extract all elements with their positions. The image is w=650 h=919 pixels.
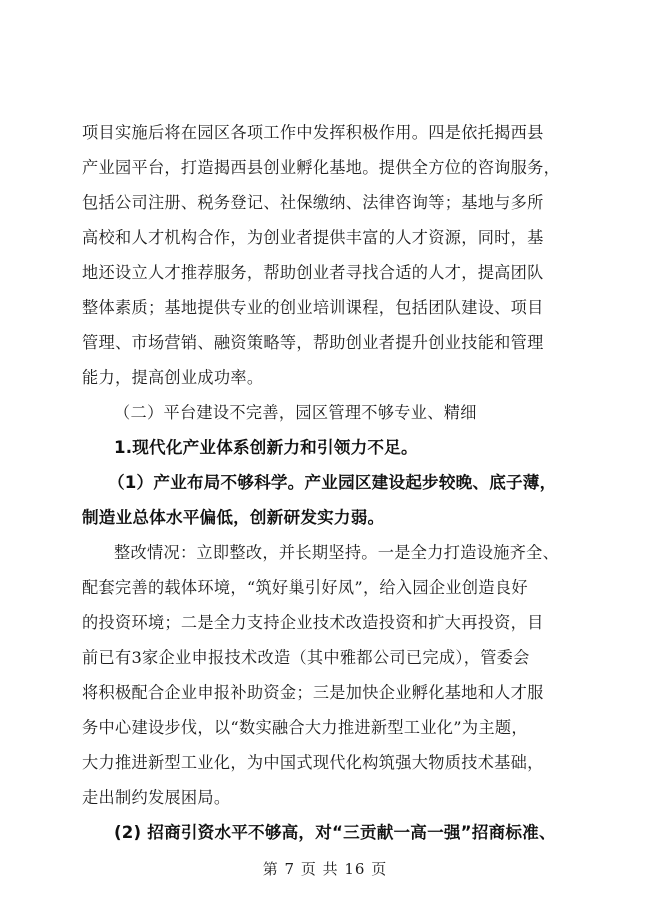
paragraph-line: 能力，提高创业成功率。	[82, 368, 264, 387]
paragraph-line: 地还设立人才推荐服务，帮助创业者寻找合适的人才，提高团队	[82, 263, 544, 282]
paragraph-line: 走出制约发展困局。	[82, 788, 231, 807]
paragraph-line: 包括公司注册、税务登记、社保缴纳、法律咨询等；基地与多所	[82, 193, 544, 212]
issue-heading: 制造业总体水平偏低，创新研发实力弱。	[82, 508, 385, 527]
paragraph-line: 配套完善的载体环境，“筑好巢引好凤”，给入园企业创造良好	[82, 578, 528, 597]
paragraph-line: 产业园平台，打造揭西县创业孵化基地。提供全方位的咨询服务，	[82, 158, 561, 177]
paragraph-line: 的投资环境；二是全力支持企业技术改造投资和扩大再投资，目	[82, 613, 544, 632]
paragraph-line: 将积极配合企业申报补助资金；三是加快企业孵化基地和人才服	[82, 683, 544, 702]
subsection-heading: 1.现代化产业体系创新力和引领力不足。	[114, 438, 418, 457]
issue-heading: (2) 招商引资水平不够高，对“三贡献一高一强”招商标准、	[114, 823, 556, 842]
section-heading: （二）平台建设不完善，园区管理不够专业、精细	[114, 403, 477, 422]
paragraph-line: 前已有3家企业申报技术改造（其中雅都公司已完成），管委会	[82, 648, 530, 667]
paragraph-line: 项目实施后将在园区各项工作中发挥积极作用。四是依托揭西县	[82, 123, 544, 142]
paragraph-line: 管理、市场营销、融资策略等，帮助创业者提升创业技能和管理	[82, 333, 544, 352]
paragraph-line: 大力推进新型工业化，为中国式现代化构筑强大物质技术基础，	[82, 753, 544, 772]
page-footer: 第 7 页 共 16 页	[262, 860, 388, 878]
paragraph-line: 务中心建设步伐，以“数实融合大力推进新型工业化”为主题，	[82, 718, 528, 737]
paragraph-line: 整改情况：立即整改，并长期坚持。一是全力打造设施齐全、	[114, 543, 560, 562]
paragraph-line: 高校和人才机构合作，为创业者提供丰富的人才资源，同时，基	[82, 228, 544, 247]
paragraph-line: 整体素质；基地提供专业的创业培训课程，包括团队建设、项目	[82, 298, 544, 317]
issue-heading: （1）产业布局不够科学。产业园区建设起步较晚、底子薄，	[108, 473, 557, 492]
